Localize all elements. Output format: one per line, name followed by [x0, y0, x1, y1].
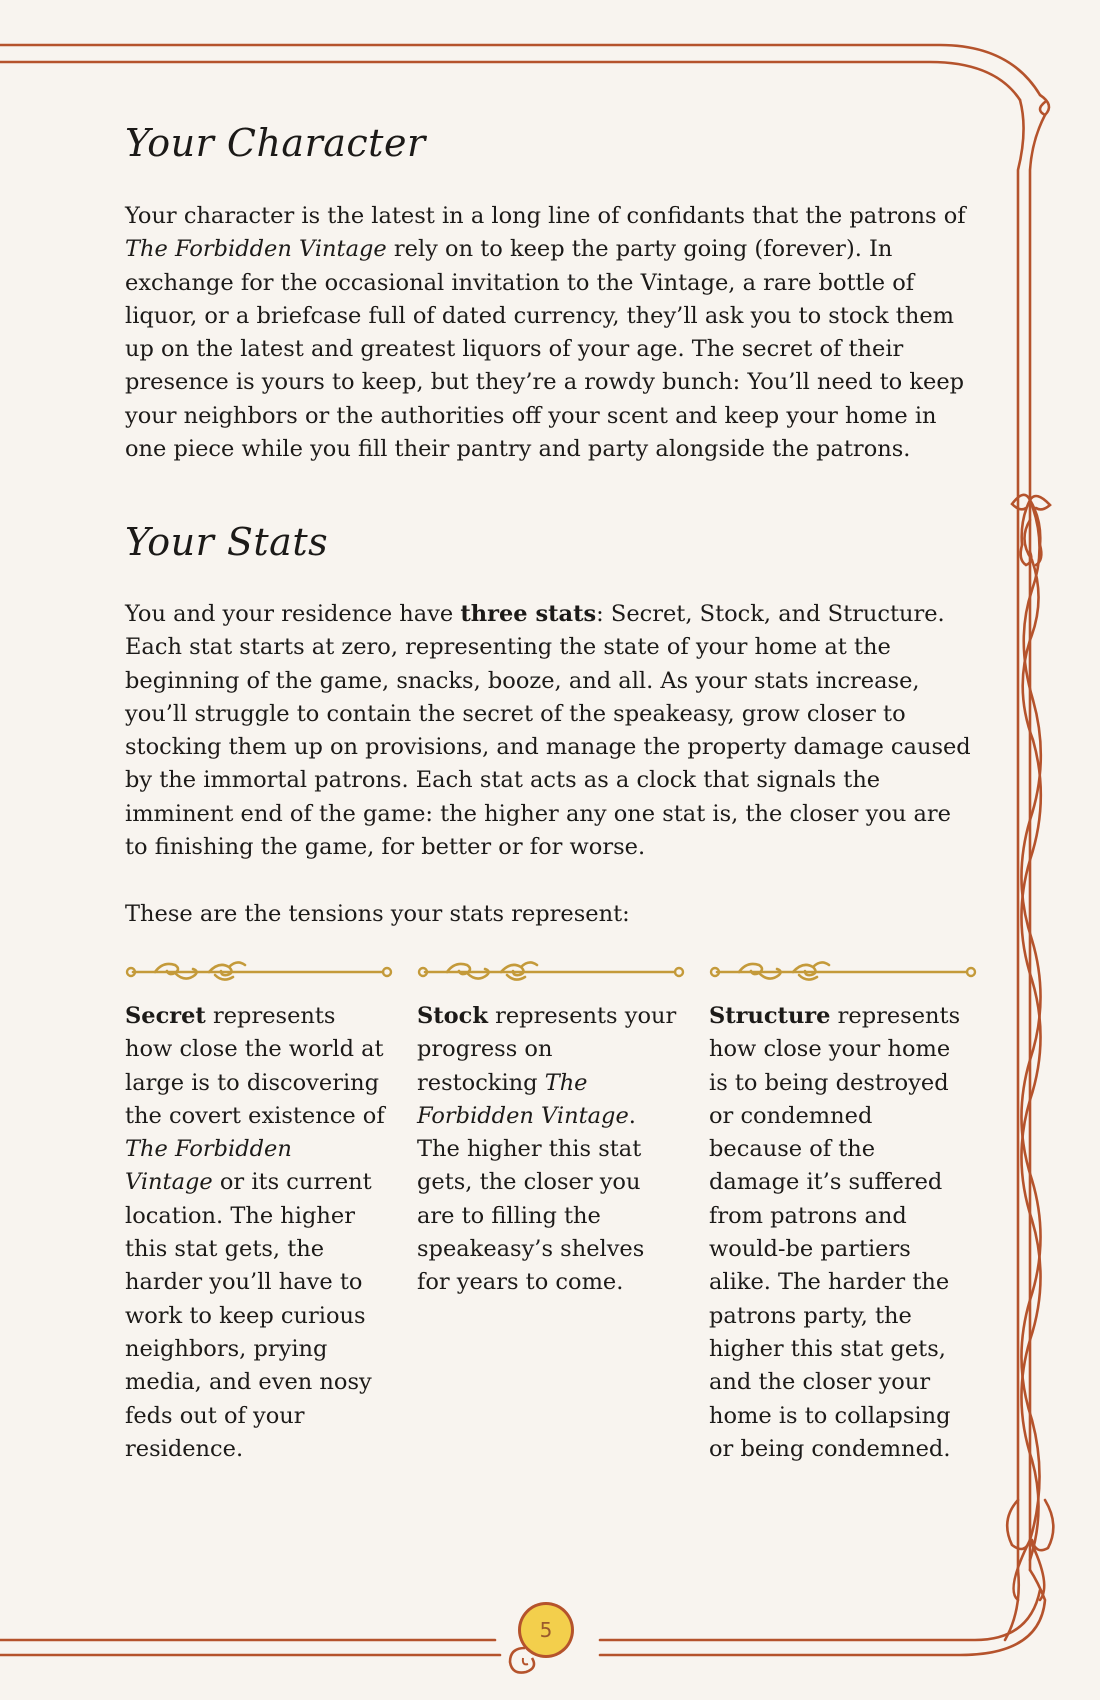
- stats-text-bold: three stats: [460, 601, 597, 627]
- tensions-intro: These are the tensions your stats represent:: [125, 901, 630, 927]
- stats-text-part: : Secret, Stock, and Structure. Each stat starts at zero, representing the state of your home at the beginning of the game, snacks, booze, and all. As your stats increase, you’ll struggle to contain the secret of the speakeasy, grow closer to stocking them up on provisions, and manage the property damage caused by the immortal patrons. Each stat acts as a clock that signals the imminent end of the game: the higher any one stat is, the closer you are to finishing the game, for better or for worse.: [125, 601, 971, 861]
- stat-column-stock: [417, 1000, 677, 1300]
- character-paragraph: [125, 200, 980, 466]
- character-text-part: rely on to keep the party going (forever). In exchange for the occasional invitation to the Vintage, a rare bottle of liquor, or a briefcase full of dated currency, they’ll ask you to stock them up on the latest and greatest liquors of your age. The secret of their presence is yours to keep, but they’re a rowdy bunch: You’ll need to keep your neighbors or the authorities off your scent and keep your home in one piece while you fill their pantry and party alongside the patrons.: [125, 236, 965, 463]
- stats-text-part: You and your residence have: [125, 601, 461, 627]
- stat-text: or its current location. The higher this stat gets, the harder you’ll have to work to keep curious neighbors, prying media, and even nosy feds out of your residence.: [125, 1169, 372, 1462]
- ornament-divider-icon: [709, 957, 977, 987]
- stat-column-structure: [709, 1000, 969, 1466]
- page-number: 5: [539, 1618, 553, 1642]
- stat-name: Stock: [417, 1003, 488, 1029]
- ornament-divider-icon: [417, 957, 685, 987]
- stat-column-secret: [125, 1000, 385, 1466]
- stat-text: . The higher this stat gets, the closer you are to filling the speakeasy’s shelves for years to come.: [417, 1102, 645, 1296]
- ornament-divider-icon: [125, 957, 393, 987]
- stat-text: represents how close the world at large is to discovering the covert existence of: [125, 1003, 385, 1129]
- stat-name: Secret: [125, 1003, 206, 1029]
- character-text-part: Your character is the latest in a long line of confidants that the patrons of: [125, 203, 966, 229]
- character-text-italic: The Forbidden Vintage: [125, 236, 387, 263]
- section-title-stats: Your Stats: [125, 520, 329, 564]
- stat-text: represents how close your home is to being destroyed or condemned because of the damage it’s suffered from patrons and would-be partiers alike. The harder the patrons party, the higher this stat gets, and the closer your home is to collapsing or being condemned.: [709, 1003, 961, 1462]
- stats-paragraph: [125, 598, 980, 864]
- stat-text-italic: The Forbidden Vintage: [125, 1136, 292, 1196]
- stat-text-italic: The Forbidden Vintage: [417, 1069, 629, 1129]
- stat-text: represents your progress on restocking: [417, 1003, 677, 1096]
- section-title-character: Your Character: [125, 121, 426, 165]
- stat-name: Structure: [709, 1003, 831, 1029]
